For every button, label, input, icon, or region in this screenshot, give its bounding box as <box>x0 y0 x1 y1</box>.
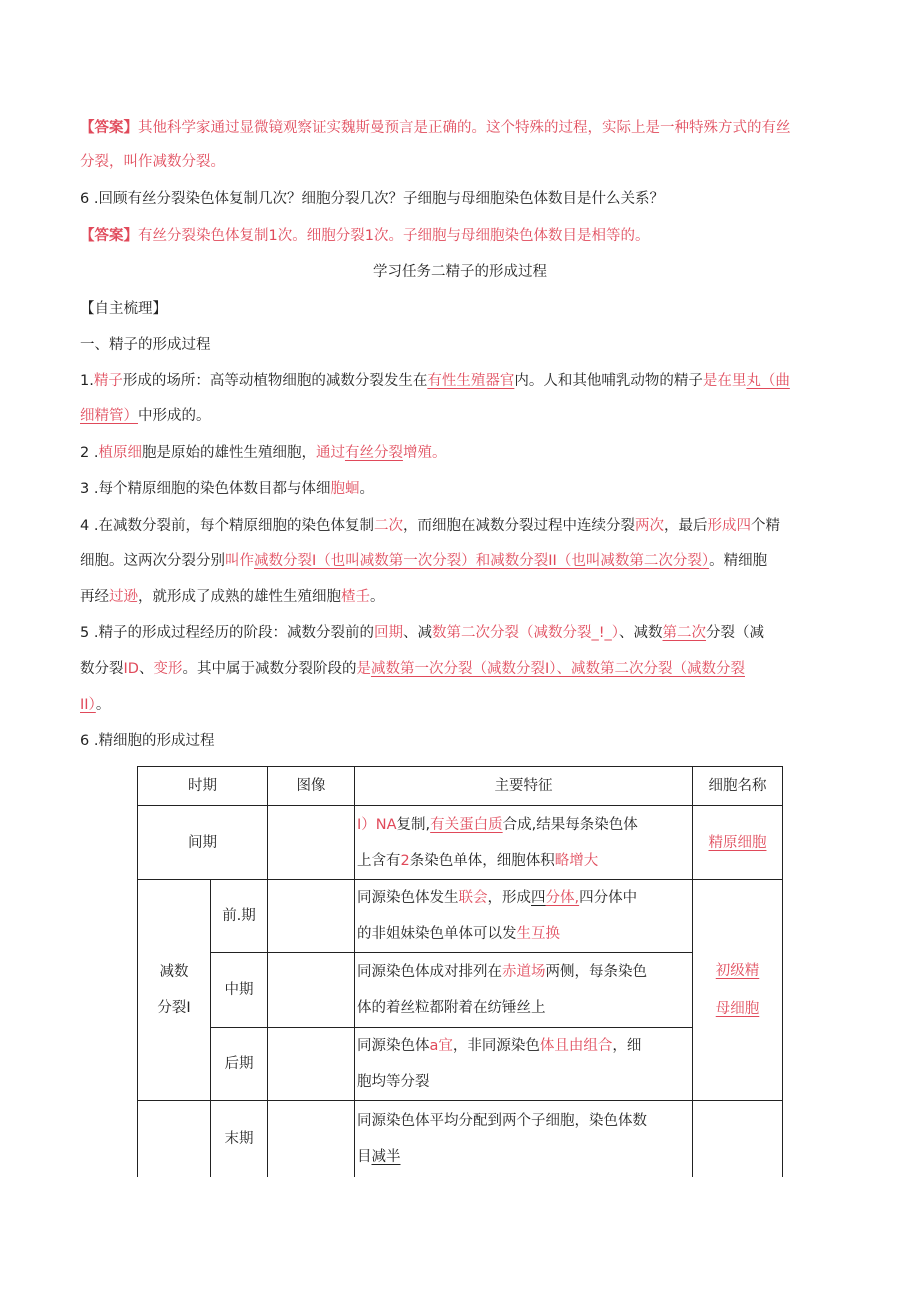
table-row-anaphase <box>138 1028 783 1101</box>
empty-cell <box>693 1101 783 1177</box>
paragraph-5-line-1: 5 .精子的形成过程经历的阶段：减数分裂前的回期、减数第二次分裂（减数分裂_!_）、减数第二次分裂（减 <box>80 625 765 641</box>
sperm-formation-heading: 一、精子的形成过程 <box>80 337 211 353</box>
phase-prophase: 前.期 <box>211 880 268 953</box>
self-study-heading: 【自主梳理】 <box>80 301 167 317</box>
header-image: 图像 <box>268 767 355 806</box>
paragraph-6: 6 .精细胞的形成过程 <box>80 733 215 749</box>
answer-2: 【答案】有丝分裂染色体复制1次。细胞分裂1次。子细胞与母细胞染色体数目是相等的。 <box>80 228 650 244</box>
phase-anaphase: 后期 <box>211 1028 268 1101</box>
paragraph-3: 3 .每个精原细胞的染色体数目都与体细胞蛔。 <box>80 481 374 497</box>
table-row-prophase <box>138 880 783 953</box>
header-cell-name: 细胞名称 <box>693 767 783 806</box>
table-row-metaphase <box>138 953 783 1028</box>
header-features: 主要特征 <box>355 767 693 806</box>
image-cell <box>268 1101 355 1177</box>
features-interphase: I）NA复制,有关蛋白质合成,结果每条染色体 上含有2条染色单体，细胞体积略增大 <box>355 806 693 880</box>
paragraph-2: 2 .植原细胞是原始的雄性生殖细胞，通过有丝分裂增殖。 <box>80 445 447 461</box>
paragraph-1-line-2: 细精管）中形成的。 <box>80 408 211 424</box>
table-row-telophase <box>138 1101 783 1177</box>
empty-cell <box>138 1101 211 1177</box>
section-title: 学习任务二精子的形成过程 <box>373 264 547 280</box>
answer-1-line-1: 【答案】其他科学家通过显微镜观察证实魏斯曼预言是正确的。这个特殊的过程，实际上是一种特殊方式的有丝 <box>80 120 791 136</box>
image-cell <box>268 953 355 1028</box>
cell-name-primary-spermatocyte: 初级精 母细胞 <box>693 880 783 1101</box>
features-metaphase: 同源染色体成对排列在赤道场两侧，每条染色 体的着丝粒都附着在纺锤丝上 <box>355 953 693 1028</box>
features-prophase: 同源染色体发生联会，形成四分体,四分体中 的非姐妹染色单体可以发生互换 <box>355 880 693 953</box>
image-cell <box>268 1028 355 1101</box>
answer-1-line-2: 分裂，叫作减数分裂。 <box>80 154 225 170</box>
sperm-formation-table <box>137 766 783 1177</box>
answer-tag: 【答案】 <box>80 120 138 136</box>
paragraph-4-line-2: 细胞。这两次分裂分别叫作减数分裂I（也叫减数第一次分裂）和减数分裂II（也叫减数第二次分裂）。精细胞 <box>80 553 768 569</box>
features-telophase: 同源染色体平均分配到两个子细胞，染色体数 目减半 <box>355 1101 693 1177</box>
table-header-row <box>138 767 783 806</box>
paragraph-5-line-3: II）。 <box>80 697 111 713</box>
paragraph-4-line-1: 4 .在减数分裂前，每个精原细胞的染色体复制二次，而细胞在减数分裂过程中连续分裂两次，最后形成四个精 <box>80 518 780 534</box>
image-cell <box>268 806 355 880</box>
table-row-interphase <box>138 806 783 880</box>
features-anaphase: 同源染色体a宜，非同源染色体且由组合，细 胞均等分裂 <box>355 1028 693 1101</box>
period-interphase: 间期 <box>138 806 268 880</box>
image-cell <box>268 880 355 953</box>
paragraph-4-line-3: 再经过逊，就形成了成熟的雄性生殖细胞楂壬。 <box>80 589 385 605</box>
cell-name-interphase: 精原细胞 <box>693 806 783 880</box>
question-6: 6 .回顾有丝分裂染色体复制几次？细胞分裂几次？子细胞与母细胞染色体数目是什么关系？ <box>80 191 664 207</box>
header-period: 时期 <box>138 767 268 806</box>
phase-telophase: 末期 <box>211 1101 268 1177</box>
paragraph-5-line-2: 数分裂ID、变形。其中属于减数分裂阶段的是减数第一次分裂（减数分裂I）、减数第二次分裂（减数分裂 <box>80 661 745 677</box>
paragraph-1-line-1: 1.精子形成的场所：高等动植物细胞的减数分裂发生在有性生殖器官内。人和其他哺乳动物的精子是在里丸（曲 <box>80 373 790 389</box>
answer-tag: 【答案】 <box>80 228 138 244</box>
meiosis-1-label: 减数 分裂I <box>138 880 211 1101</box>
phase-metaphase: 中期 <box>211 953 268 1028</box>
